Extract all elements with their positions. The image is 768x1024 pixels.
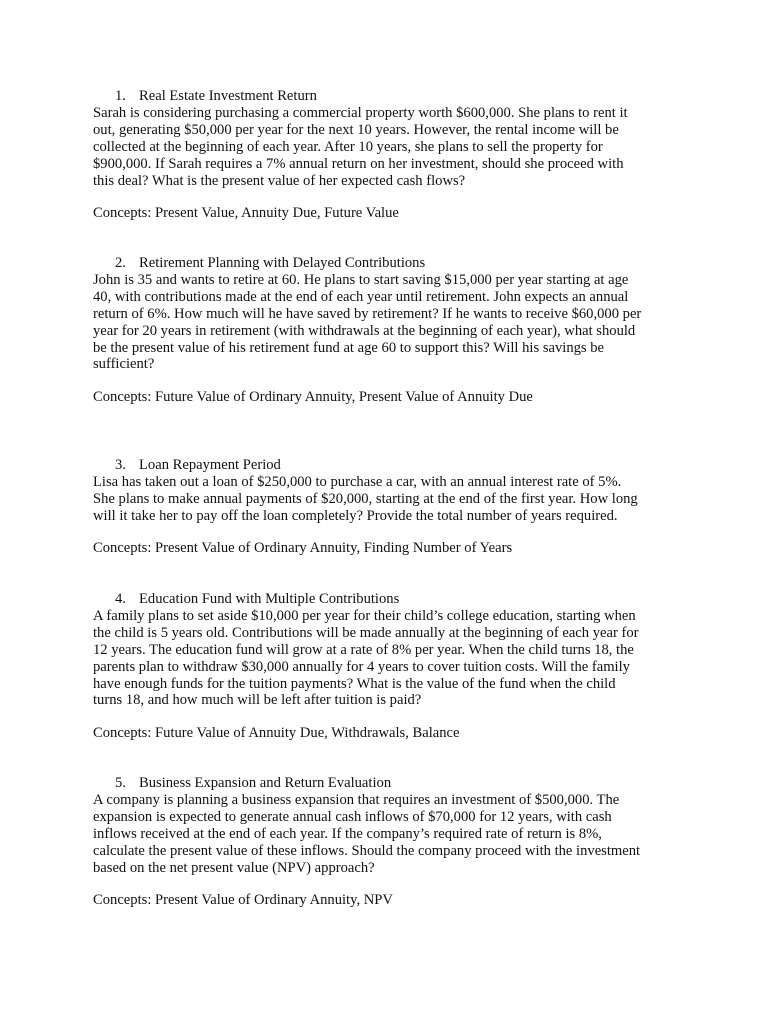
problem-heading (93, 457, 683, 474)
problem-concepts: Concepts: Present Value of Ordinary Annuity, Finding Number of Years (93, 540, 513, 556)
problem-title: Retirement Planning with Delayed Contributions (139, 255, 426, 271)
problem-number: 4. (115, 591, 126, 607)
problem-title: Education Fund with Multiple Contributions (139, 591, 400, 607)
problem-number: 5. (115, 775, 126, 791)
problem-number: 2. (115, 255, 126, 271)
problem-number: 3. (115, 457, 126, 473)
problem-body: Sarah is considering purchasing a commercial property worth $600,000. She plans to rent it out, generating $50,000 per year for the next 10 years. However, the rental income will be collected at the beginning of each year. After 10 years, she plans to sell the property for $900,000. If Sarah requires a 7% annual return on her investment, should she proceed with this deal? What is the present value of her expected cash flows? (93, 104, 628, 189)
problem-number: 1. (115, 88, 126, 104)
problem-title: Loan Repayment Period (139, 457, 281, 473)
problem-body: A family plans to set aside $10,000 per year for their child’s college education, starting when the child is 5 years old. Contributions will be made annually at the beginning of each year for 12 years. The education fund will grow at a rate of 8% per year. When the child turns 18, the parents plan to withdraw $30,000 annually for 4 years to cover tuition costs. Will the family have enough funds for the tuition payments? What is the value of the fund when the child turns 18, and how much will be left after tuition is paid? (93, 607, 639, 709)
problem-body: John is 35 and wants to retire at 60. He plans to start saving $15,000 per year starting at age 40, with contributions made at the end of each year until retirement. John expects an annual return of 6%. How much will he have saved by retirement? If he wants to receive $60,000 per year for 20 years in retirement (with withdrawals at the beginning of each year), what should be the present value of his retirement fund at age 60 to support this? Will his savings be sufficient? (93, 271, 642, 373)
problem-concepts: Concepts: Future Value of Ordinary Annuity, Present Value of Annuity Due (93, 389, 533, 405)
problem-3 (93, 457, 683, 556)
problem-heading (93, 88, 683, 105)
problem-2 (93, 255, 683, 405)
problem-4 (93, 591, 683, 741)
problem-concepts: Concepts: Present Value, Annuity Due, Future Value (93, 205, 399, 221)
problem-concepts: Concepts: Present Value of Ordinary Annuity, NPV (93, 892, 393, 908)
problem-1 (93, 88, 683, 221)
problem-heading (93, 591, 683, 608)
problem-title: Real Estate Investment Return (139, 88, 317, 104)
problem-5 (93, 775, 683, 908)
problem-body: Lisa has taken out a loan of $250,000 to purchase a car, with an annual interest rate of 5%. She plans to make annual payments of $20,000, starting at the end of the first year. How long will it take her to pay off the loan completely? Provide the total number of years required. (93, 473, 638, 524)
problem-body: A company is planning a business expansion that requires an investment of $500,000. The expansion is expected to generate annual cash inflows of $70,000 for 12 years, with cash inflows received at the end of each year. If the company’s required rate of return is 8%, calculate the present value of these inflows. Should the company proceed with the investment based on the net present value (NPV) approach? (93, 791, 641, 876)
problem-heading (93, 775, 683, 792)
problem-concepts: Concepts: Future Value of Annuity Due, Withdrawals, Balance (93, 725, 460, 741)
problem-heading (93, 255, 683, 272)
problem-title: Business Expansion and Return Evaluation (139, 775, 392, 791)
